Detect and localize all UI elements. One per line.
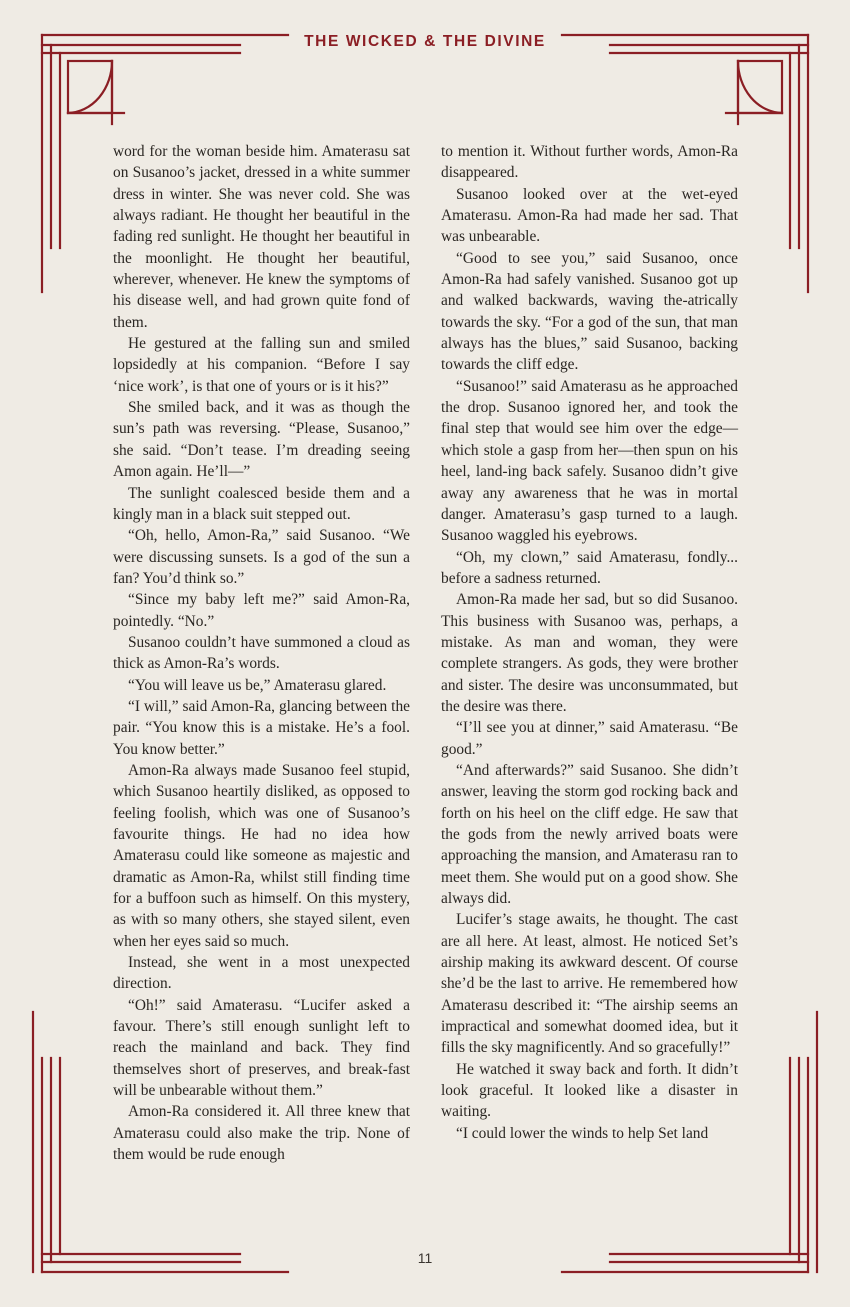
paragraph: Amon-Ra considered it. All three knew that Amaterasu could also make the trip. None of them would be rude enough	[113, 1103, 410, 1164]
paragraph: The sunlight coalesced beside them and a kingly man in a black suit stepped out.	[113, 484, 410, 523]
paragraph: “Since my baby left me?” said Amon-Ra, pointedly. “No.”	[113, 591, 410, 630]
paragraph: Lucifer’s stage awaits, he thought. The cast are all here. At least, almost. He noticed Set’s airship making its awkward descent. Of course she’d be the last to arrive. He remembered how Amaterasu described it: “The airship seems an impractical and somewhat doomed idea, but it fills the sky magnificently. And so gracefully!”	[441, 911, 738, 1057]
paragraph: “I will,” said Amon-Ra, glancing between the pair. “You know this is a mistake. He’s a fool. You know better.”	[113, 697, 410, 758]
paragraph: He gestured at the falling sun and smiled lopsidedly at his companion. “Before I say ‘nice work’, is that one of yours or is it his?”	[113, 335, 410, 395]
paragraph: Amon-Ra made her sad, but so did Susanoo. This business with Susanoo was, perhaps, a mistake. As man and woman, they were complete strangers. As gods, they were brother and sister. The desire was unconsummated, but the desire was there.	[441, 591, 738, 715]
paragraph: “Susanoo!” said Amaterasu as he approached the drop. Susanoo ignored her, and took the final step that would see him over the edge—which stole a gasp from her—then spun on his heel, land-ing back safely. Susanoo didn’t give away any awareness that he was in mortal danger. Amaterasu’s gasp turned to a laugh. Susanoo waggled his eyebrows.	[441, 377, 738, 545]
paragraph: to mention it. Without further words, Amon-Ra disappeared.	[441, 143, 738, 182]
paragraph: “You will leave us be,” Amaterasu glared.	[128, 676, 387, 694]
paragraph: “I’ll see you at dinner,” said Amaterasu. “Be good.”	[441, 719, 738, 758]
text-column-right	[441, 141, 738, 1144]
paragraph: “Good to see you,” said Susanoo, once Amon-Ra had safely vanished. Susanoo got up and walked backwards, waving the-atrically towards the sky. “For a god of the sun, that man always has the blues,” said Susanoo, backing towards the cliff edge.	[441, 249, 738, 374]
paragraph: “I could lower the winds to help Set land	[456, 1124, 709, 1142]
paragraph: word for the woman beside him. Amaterasu sat on Susanoo’s jacket, dressed in a white summer dress in winter. She was never cold. She was always radiant. He thought her beautiful in the fading red sunlight. He thought her beautiful in the moonlight. He thought her beautiful, wherever, whenever. He knew the symptoms of his disease well, and had grown quite fond of them.	[113, 143, 410, 331]
paragraph: She smiled back, and it was as though the sun’s path was reversing. “Please, Susanoo,” she said. “Don’t tease. I’m dreading seeing Amon again. He’ll—”	[113, 399, 410, 481]
paragraph: “And afterwards?” said Susanoo. She didn’t answer, leaving the storm god rocking back and forth on his heel on the cliff edge. He saw that the gods from the newly arrived boats were approaching the mansion, and Amaterasu ran to meet them. She would put on a good show. She always did.	[441, 761, 738, 908]
page-number: 11	[417, 1250, 433, 1266]
text-column-left	[113, 141, 410, 1166]
paragraph: “Oh, my clown,” said Amaterasu, fondly... before a sadness returned.	[441, 548, 738, 587]
paragraph: Amon-Ra always made Susanoo feel stupid, which Susanoo heartily disliked, as opposed to feeling foolish, which was one of Susanoo’s favourite things. He had no idea how Amaterasu could like someone as majestic and dramatic as Amon-Ra, whilst still finding time for a buffoon such as himself. On this mystery, as with so many others, she stayed silent, even when her eyes said so much.	[113, 761, 410, 950]
paragraph: Susanoo couldn’t have summoned a cloud as thick as Amon-Ra’s words.	[113, 633, 410, 673]
paragraph: Susanoo looked over at the wet-eyed Amaterasu. Amon-Ra had made her sad. That was unbearable.	[441, 185, 738, 246]
paragraph: Instead, she went in a most unexpected direction.	[113, 954, 410, 993]
paragraph: “Oh!” said Amaterasu. “Lucifer asked a favour. There’s still enough sunlight left to reach the mainland and back. They find themselves short of preserves, and break-fast will be unbearable without them.”	[113, 996, 410, 1100]
paragraph: He watched it sway back and forth. It didn’t look graceful. It looked like a disaster in waiting.	[441, 1060, 738, 1121]
paragraph: “Oh, hello, Amon-Ra,” said Susanoo. “We were discussing sunsets. Is a god of the sun a fan? You’d think so.”	[113, 527, 410, 587]
running-head-title: THE WICKED & THE DIVINE	[304, 33, 546, 50]
